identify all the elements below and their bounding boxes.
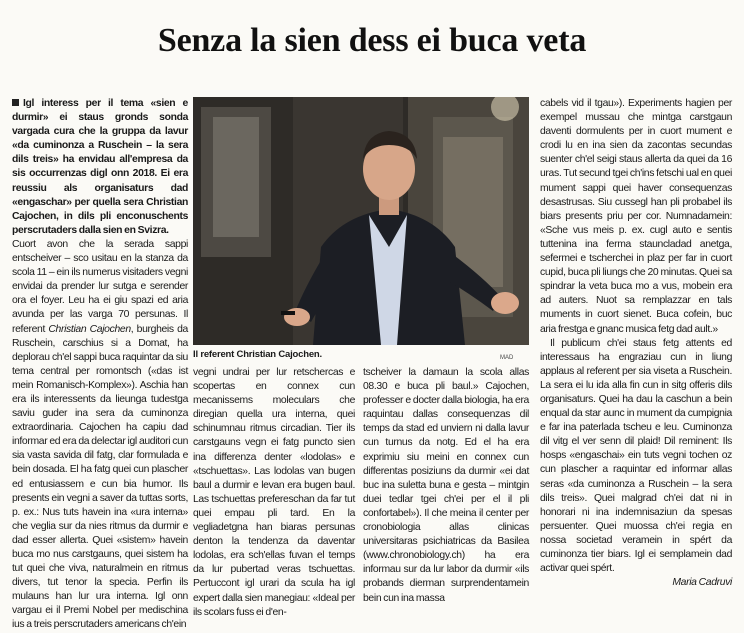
article-body-text: Cuort avon che la serada sappi entscheiver – sco usitau en la stanza da scola 11 – ein ils numerus visitaders vegni envidai da prender lur sutga e serender ora el foyer. Leu ha ei giu spazi ed aria avunda per las varga 70 persunas. Il referent [12,238,188,335]
article-column-1 [12,97,188,631]
article-body-text: Il publicum ch'ei staus fetg attents ed interessaus ha engraziau cun in liung applaus al referent per sia viseta a Ruschein. La sera ei lu ida alla fin cun in sitg offeris dils organisaturs. Quei ha dau la caschun a bein enqual da star aunc in mument da cumpignia e far ina paterlada tscheu e leu. Cuminonza dil vitg el ver senn dil plaid! Dil reminent: Ils hosps «engaschai» ein tuts vegni tochen oz cun plascher a raquintar ed informar allas seras «da cuminonza a Ruschein – la sera dils treis». Quei malgrad ch'ei dat ni in honorari ni ina indemnisaziun da spesas persuenter. Quei muossa ch'ei regia en nossa societad veramein in spért da cuminonza tier biars. Igl ei semplamein dad activar quei spért. [540,337,732,575]
article-lead: Igl interess per il tema «sien e durmir» ei staus gronds sonda vargada cura che la gruppa da lavur «da cuminonza a Ruschein – la sera dils treis» ha envidau all'empresa da sis occurrenzas digl onn 2018. Ei era reussiu als organisaturs dad «engaschar» per quella sera Christian Cajochen, in dils pli enconuschents perscrutaders dalla sien en Svizra. [12,98,188,236]
article-column-4 [540,97,732,590]
article-column-3 [363,366,529,606]
article-headline: Senza la sien dess ei buca veta [157,22,587,59]
article-body-text: vegni undrai per lur retschercas e scopertas en connex cun mecanissems moleculars che diregian quella ura interna, quei schinumnau ritmus circadian. Tier ils carstgauns vegn ei fatg puncto sien ina differenza denter «lodolas» e «tschuettas». Las lodolas van bugen baul a durmir e levan era bugen baul. Las tschuettas prefereschan da far tut quei empau pli tard. En la vegliadetgna han biaras persunas denton la tendenza da daventar lodolas, era sch'ellas fuvan el temps da lur pubertad veras tschuettas. Pertuccont igl urari da scula ha igl expert dalla sien manegiau: «Ideal per ils scolars fuss ei d'en- [193,367,355,618]
article-body-text: Aschia han era ils interessents da lieunga tudestga saviu guder ina sera da cuminonza extraordinaria. Cajochen ha capiu dad informar ed era da delectar igl auditori cun sia vasta savida dil fatg, clar formulada e bein dosada. El ha fatg quei cun plascher ed entusiassem e cun bia humor. Ils presents ein vegni a saver da tuttas sorts, p. ex.: Nus tuts havein ina «ura interna» che veglia sur da nies ritmus da durmir e dad esser allerta. Quei «sistem» havein buca mo nus carstgauns, quei sistem ha tut quei che viva, naturalmein en ritmus divers, tut tenor la specia. Perfin ils mulauns han lur ura interna. Igl onn vargau ei il Premi Nobel per medischina ius a treis perscrutaders americans ch'ein [12,379,188,631]
bullet-square-icon [12,99,19,106]
article-body-text: tscheiver la damaun la scola allas 08.30 e buca pli baul.» Cajochen, professer e docter dalla biologia, ha era raquintau dallas consequenzas dil temps da stad ed unviern ni dalla lavur cun turnus da notg. Ed el ha era exprimiu siu meini en connex cun differentas posiziuns da durmir «ei dat buc ina suletta buna e gesta – mintgin duei tedlar tgei ch'ei per el il pli confortabel»). Il che meina il center per cronobiologia allas clinicas universitaras psichiatricas da Basilea (www.chronobiology.ch) ha era informau sur da lur labor da durmir «ils probands dierman surprendentamein bein cun ina massa [363,367,529,604]
referent-name: Christian Cajochen [48,323,131,335]
article-author: Maria Cadruvi [672,577,732,589]
article-body-text: , burgheis da Ruschein, carschius si a Domat, ha deplorau ch'el sappi buca raquintar da siu tema central per romontsch («das ist mein Romanisch-Komplex»). [12,323,188,391]
article-photo [193,97,529,345]
article-body-text: cabels vid il tgau»). Experiments hagien per exempel mussau che mintga carstgaun daventi dormulents per in cuort mument e crodi lu en ina sien da zacontas secundas suenter ch'el seigi staus allerta da quei da 16 uras. Tut secund tgei ch'ins fetschi ual en quei mument sappi quei haver consequenzas desastrusas. Siu cussegl han pli probabel ils biars presents priu per cor. Numnadamein: «Sche vus meis p. ex. cugl auto e sentis tuttenina ina ferma stauncladad anetga, sefermei e tscherchei in plaz per far in cuort cupid, buca pli liungs che 20 minutas. Quei sa spindrar la veta buca mo a vus, mobein era ad auters. Nuot sa remplazzar en tals muments in cuort sienet. Buca cofein, buc aria frestga e gnanc musica fetg dad ault.» [540,98,732,335]
speaker-photo-illustration [193,97,529,345]
photo-caption: Il referent Christian Cajochen. [193,349,322,360]
photo-credit: MAD [500,355,514,361]
article-column-2 [193,366,355,620]
